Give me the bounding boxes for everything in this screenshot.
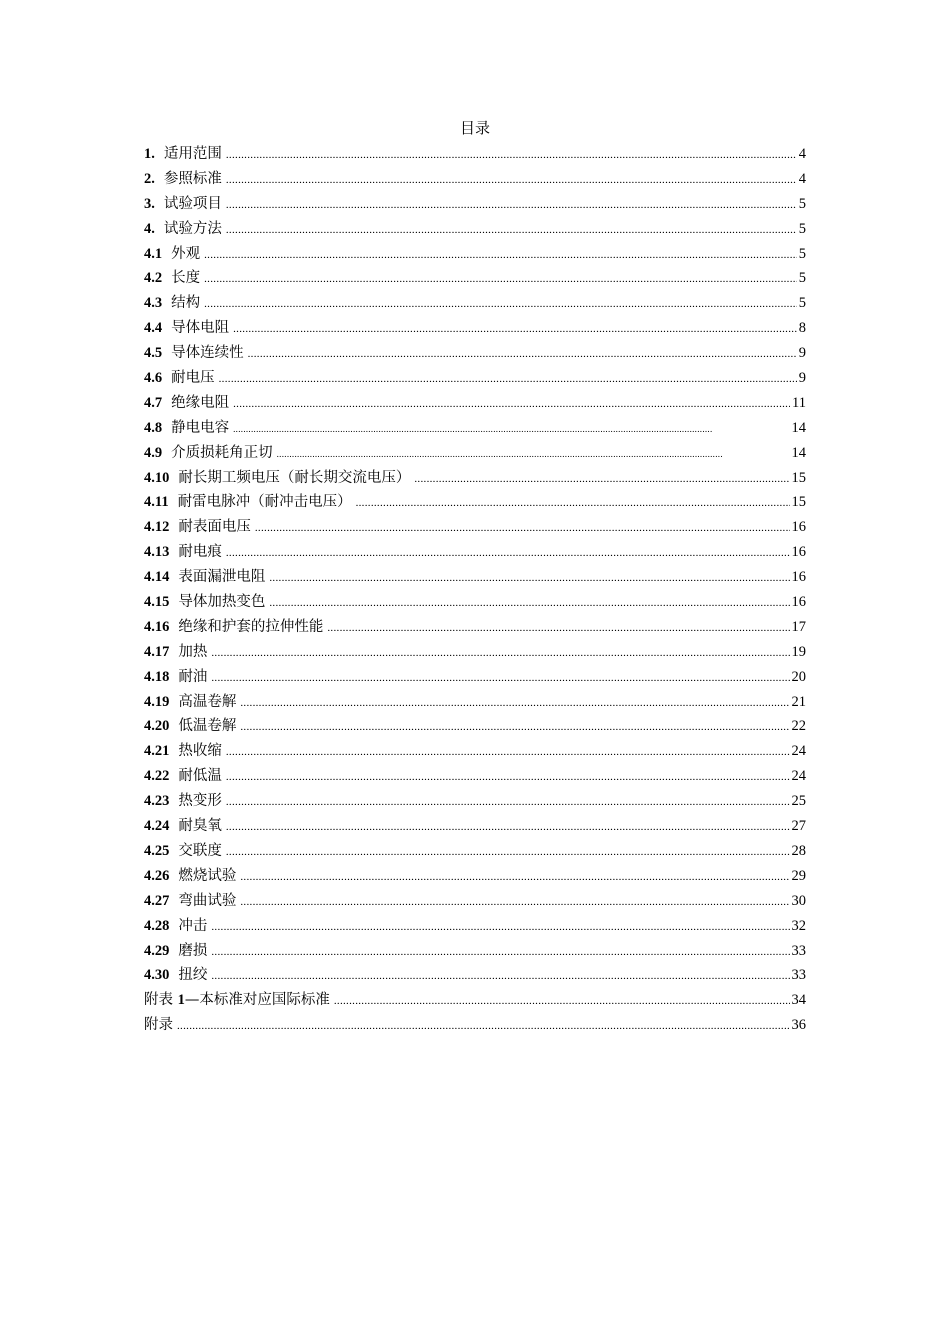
toc-entry-number: 4.1	[144, 245, 163, 262]
toc-dot-leader	[240, 715, 789, 739]
toc-entry-4[interactable]	[144, 217, 806, 242]
toc-entry-number: 4.15	[144, 594, 170, 611]
toc-entry-number: 1.	[144, 146, 155, 162]
toc-entry-label: 试验方法	[163, 220, 222, 237]
toc-dot-leader	[226, 790, 790, 814]
toc-entry-4-11[interactable]	[144, 490, 806, 515]
toc-entry-label: 静电电容	[171, 419, 230, 436]
toc-entry-page: 20	[791, 668, 806, 685]
toc-dot-leader	[219, 367, 797, 391]
toc-dot-leader	[277, 442, 723, 466]
toc-dot-leader	[233, 317, 797, 341]
toc-entry-label: 磨损	[178, 942, 208, 959]
toc-dot-leader	[356, 491, 790, 515]
toc-dot-leader	[248, 342, 797, 366]
toc-entry-page: 15	[791, 469, 806, 486]
toc-dot-leader	[204, 243, 797, 267]
toc-dot-leader	[226, 541, 790, 565]
toc-entry-number: 4.22	[144, 768, 170, 785]
toc-entry-page: 16	[791, 569, 806, 586]
toc-entry-number: 4.26	[144, 867, 170, 884]
toc-entry-label: 冲击	[178, 917, 208, 934]
toc-entry-appendix-table-1[interactable]	[144, 988, 806, 1013]
toc-entry-number: 4.13	[144, 544, 170, 561]
toc-entry-page: 32	[791, 917, 806, 934]
toc-entry-label: 交联度	[178, 842, 222, 859]
toc-entry-4-21[interactable]	[144, 739, 806, 764]
toc-entry-label: 绝缘和护套的拉伸性能	[178, 618, 324, 635]
toc-entry-label: 耐表面电压	[178, 519, 251, 536]
toc-dot-leader	[211, 940, 789, 964]
toc-entry-4-26[interactable]	[144, 864, 806, 889]
toc-entry-label: 绝缘电阻	[171, 394, 230, 411]
toc-entry-number: 2.	[144, 170, 155, 187]
toc-entry-label	[144, 988, 330, 1013]
toc-entry-number: 4.2	[144, 270, 163, 287]
toc-dot-leader	[226, 740, 790, 764]
toc-entry-4-4[interactable]	[144, 316, 806, 341]
toc-dot-leader	[226, 168, 797, 192]
toc-entry-label: 表面漏泄电阻	[178, 569, 266, 586]
toc-entry-page: 29	[791, 867, 806, 884]
toc-entry-label: 耐长期工频电压（耐长期交流电压）	[178, 469, 411, 486]
toc-entry-label: 导体连续性	[171, 345, 244, 362]
toc-entry-page: 5	[798, 245, 806, 262]
toc-entry-4-5[interactable]	[144, 341, 806, 366]
toc-entry-label: 扭绞	[178, 967, 208, 984]
toc-dot-leader	[204, 267, 797, 291]
toc-dot-leader	[334, 989, 790, 1013]
toc-entry-label: 耐臭氧	[178, 818, 222, 835]
toc-dot-leader	[233, 392, 790, 416]
toc-entry-page: 33	[791, 967, 806, 984]
toc-entry-number: 4.11	[144, 494, 169, 511]
toc-entry-label: 参照标准	[163, 170, 222, 187]
toc-entry-page: 16	[791, 594, 806, 611]
toc-entry-4-7[interactable]	[144, 391, 806, 416]
toc-entry-number: 4.4	[144, 320, 163, 337]
toc-entry-4-20[interactable]	[144, 714, 806, 739]
toc-entry-4-14[interactable]	[144, 565, 806, 590]
toc-entry-number: 4.24	[144, 818, 170, 835]
toc-entry-label: 耐雷电脉冲（耐冲击电压）	[177, 494, 352, 511]
toc-entry-page: 24	[791, 743, 806, 760]
toc-dot-leader	[255, 516, 790, 540]
toc-entry-number: 4.16	[144, 618, 170, 635]
toc-entry-label: 长度	[171, 270, 201, 287]
toc-entry-page: 16	[791, 519, 806, 536]
toc-entry-page: 36	[791, 1017, 806, 1034]
toc-title: 目录	[459, 119, 490, 137]
toc-dot-leader	[240, 865, 789, 889]
toc-entry-label-suffix: —本标准对应国际标准	[184, 992, 330, 1009]
toc-entry-2[interactable]	[144, 167, 806, 192]
toc-dot-leader	[211, 666, 789, 690]
toc-entry-appendix[interactable]	[144, 1013, 806, 1038]
toc-entry-label-number: 1	[177, 992, 185, 1009]
toc-entry-label-prefix: 附表	[144, 992, 178, 1009]
toc-entry-page: 22	[791, 718, 806, 735]
toc-entry-page: 16	[791, 544, 806, 561]
toc-entry-4-30[interactable]	[144, 963, 806, 988]
toc-dot-leader	[269, 591, 789, 615]
toc-entry-label: 热收缩	[178, 743, 222, 760]
toc-dot-leader	[226, 193, 797, 217]
toc-entry-number: 4.17	[144, 643, 170, 660]
toc-dot-leader	[177, 1014, 790, 1038]
toc-entry-4-3[interactable]	[144, 291, 806, 316]
toc-entry-number: 4.7	[144, 394, 163, 411]
toc-dot-leader	[269, 566, 789, 590]
toc-entry-4-29[interactable]	[144, 939, 806, 964]
toc-entry-page: 14	[791, 444, 806, 461]
toc-entry-page: 5	[798, 195, 806, 212]
toc-entry-page: 33	[791, 942, 806, 959]
toc-entry-4-24[interactable]	[144, 814, 806, 839]
toc-entry-label: 适用范围	[163, 146, 222, 162]
toc-entry-page: 4	[798, 146, 806, 162]
toc-dot-leader	[414, 467, 789, 491]
toc-entry-4-18[interactable]	[144, 665, 806, 690]
toc-entry-label: 耐电痕	[178, 544, 222, 561]
toc-entry-label: 热变形	[178, 793, 222, 810]
toc-entry-label: 试验项目	[163, 195, 222, 212]
toc-entry-4-25[interactable]	[144, 839, 806, 864]
toc-entry-number: 4.14	[144, 569, 170, 586]
toc-entry-number: 4.	[144, 220, 155, 237]
toc-entry-4-27[interactable]	[144, 889, 806, 914]
toc-entry-page: 19	[791, 643, 806, 660]
toc-entry-page: 24	[791, 768, 806, 785]
toc-dot-leader	[211, 915, 789, 939]
toc-entry-number: 4.5	[144, 345, 163, 362]
toc-entry-4-12[interactable]	[144, 515, 806, 540]
toc-entry-page: 21	[791, 693, 806, 710]
toc-entry-page: 9	[798, 345, 806, 362]
toc-entry-4-9[interactable]	[144, 441, 806, 466]
toc-entry-4-6[interactable]	[144, 366, 806, 391]
toc-entry-label: 介质损耗角正切	[171, 444, 273, 461]
toc-entry-number: 4.3	[144, 295, 163, 312]
toc-entry-number: 4.8	[144, 419, 163, 436]
toc-entry-number: 4.20	[144, 718, 170, 735]
toc-entry-label: 耐电压	[171, 370, 215, 387]
toc-entry-4-28[interactable]	[144, 914, 806, 939]
toc-entry-number: 4.23	[144, 793, 170, 810]
toc-entry-label: 燃烧试验	[178, 867, 237, 884]
toc-entry-label: 耐低温	[178, 768, 222, 785]
toc-dot-leader	[240, 691, 789, 715]
toc-entry-4-19[interactable]	[144, 690, 806, 715]
toc-list	[144, 142, 806, 1038]
toc-entry-4-23[interactable]	[144, 789, 806, 814]
toc-entry-number: 4.18	[144, 668, 170, 685]
toc-entry-page: 14	[791, 419, 806, 436]
toc-dot-leader	[226, 840, 790, 864]
toc-entry-4-15[interactable]	[144, 590, 806, 615]
toc-entry-number: 4.9	[144, 444, 163, 461]
toc-dot-leader	[226, 815, 790, 839]
toc-entry-label: 加热	[178, 643, 208, 660]
toc-dot-leader	[226, 143, 797, 167]
toc-dot-leader	[211, 641, 789, 665]
toc-entry-page: 27	[791, 818, 806, 835]
toc-dot-leader	[226, 218, 797, 242]
toc-entry-page: 9	[798, 370, 806, 387]
toc-dot-leader	[327, 616, 789, 640]
toc-dot-leader	[226, 765, 790, 789]
toc-entry-4-17[interactable]	[144, 640, 806, 665]
toc-entry-number: 4.28	[144, 917, 170, 934]
toc-entry-number: 4.27	[144, 892, 170, 909]
toc-entry-number: 4.12	[144, 519, 170, 536]
toc-entry-4-1[interactable]	[144, 242, 806, 267]
toc-entry-4-16[interactable]	[144, 615, 806, 640]
toc-entry-page: 4	[798, 170, 806, 187]
toc-entry-number: 4.21	[144, 743, 170, 760]
toc-entry-label: 耐油	[178, 668, 208, 685]
toc-entry-label: 导体加热变色	[178, 594, 266, 611]
toc-entry-page: 17	[791, 618, 806, 635]
toc-entry-page: 28	[791, 842, 806, 859]
toc-entry-page: 5	[798, 270, 806, 287]
toc-entry-number: 4.25	[144, 842, 170, 859]
toc-entry-label: 高温卷解	[178, 693, 237, 710]
toc-entry-4-22[interactable]	[144, 764, 806, 789]
toc-entry-1[interactable]	[144, 142, 806, 167]
toc-entry-label: 导体电阻	[171, 320, 230, 337]
toc-entry-label: 附录	[144, 1017, 173, 1034]
toc-dot-leader	[211, 964, 789, 988]
toc-entry-3[interactable]	[144, 192, 806, 217]
toc-entry-page: 11	[792, 394, 806, 411]
toc-entry-number: 4.6	[144, 370, 163, 387]
toc-entry-page: 5	[798, 220, 806, 237]
toc-entry-number: 4.19	[144, 693, 170, 710]
toc-entry-number: 3.	[144, 195, 155, 212]
toc-entry-page: 15	[791, 494, 806, 511]
toc-entry-page: 8	[798, 320, 806, 337]
toc-entry-page: 34	[791, 992, 806, 1009]
toc-dot-leader	[233, 417, 713, 441]
toc-entry-4-13[interactable]	[144, 540, 806, 565]
toc-entry-label: 低温卷解	[178, 718, 237, 735]
toc-entry-page: 5	[798, 295, 806, 312]
toc-entry-4-8[interactable]	[144, 416, 806, 441]
toc-entry-label: 弯曲试验	[178, 892, 237, 909]
toc-entry-label: 外观	[171, 245, 201, 262]
toc-dot-leader	[204, 292, 797, 316]
toc-entry-4-10[interactable]	[144, 466, 806, 491]
toc-entry-number: 4.30	[144, 967, 170, 984]
toc-dot-leader	[240, 890, 789, 914]
toc-entry-page: 25	[791, 793, 806, 810]
toc-entry-number: 4.10	[144, 469, 170, 486]
toc-entry-label: 结构	[171, 295, 201, 312]
toc-entry-number: 4.29	[144, 942, 170, 959]
toc-entry-4-2[interactable]	[144, 266, 806, 291]
toc-entry-page: 30	[791, 892, 806, 909]
